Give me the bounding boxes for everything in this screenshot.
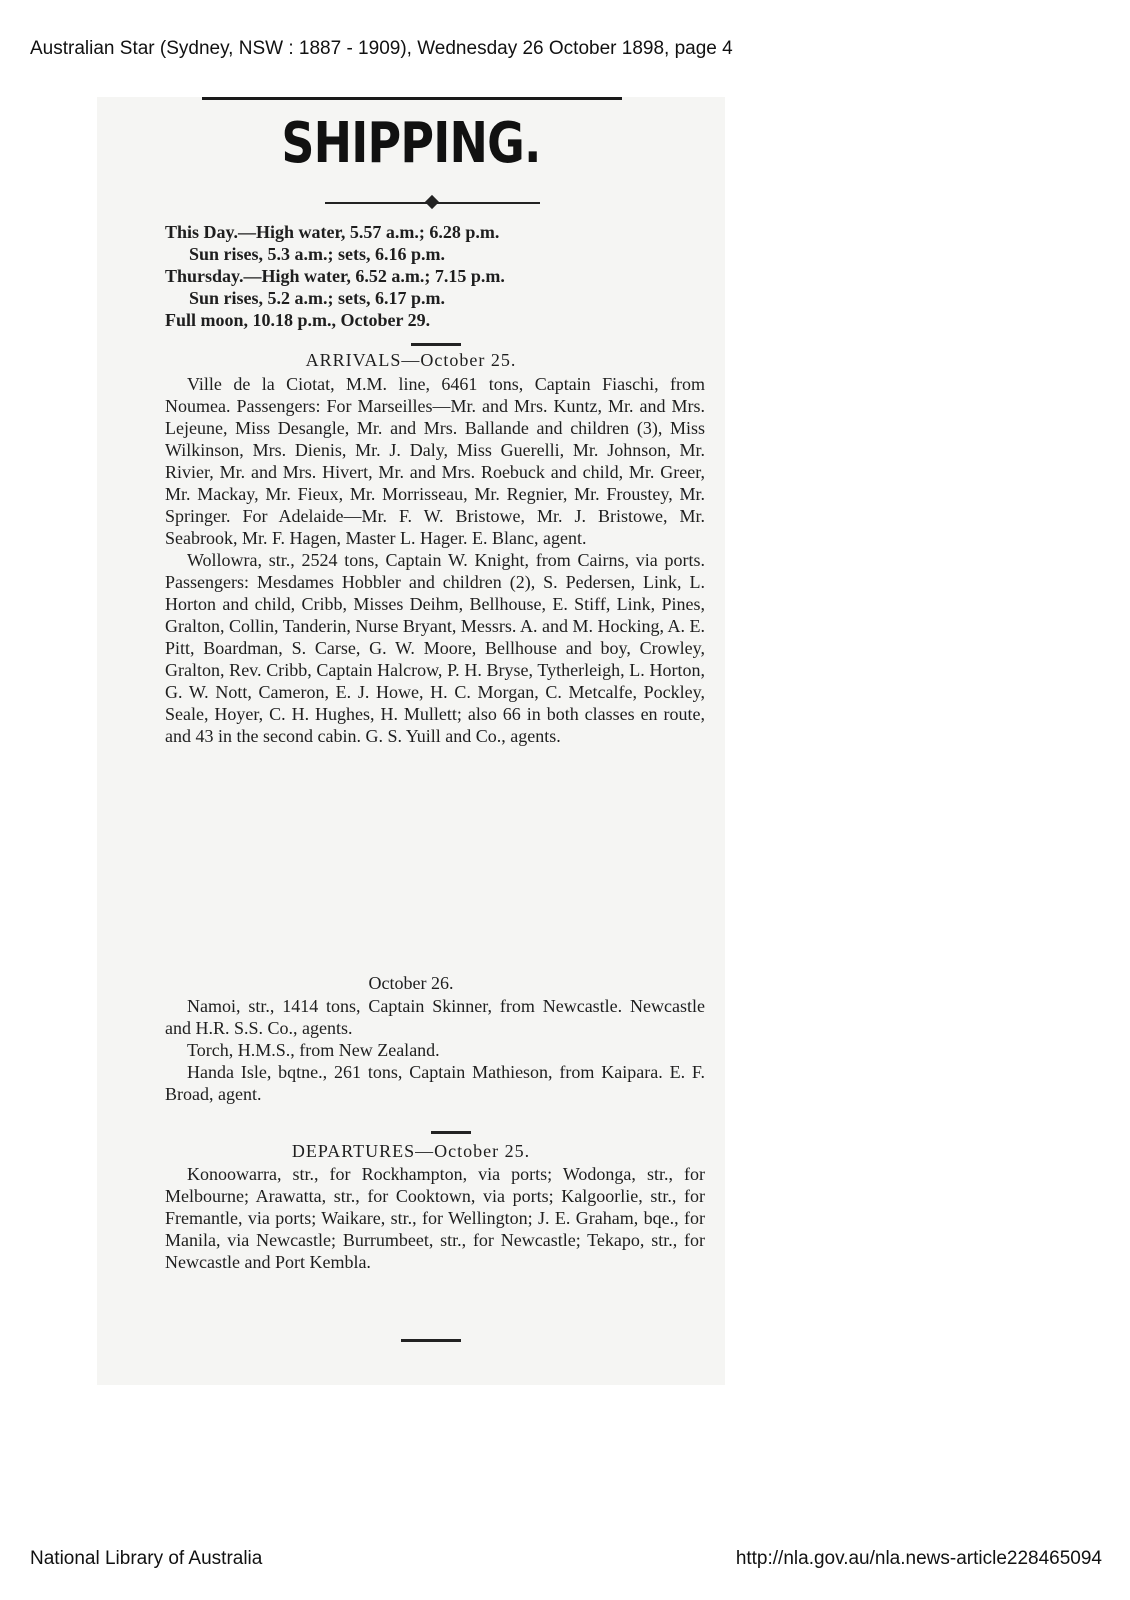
section-rule	[411, 343, 461, 346]
arrivals-subheading: October 26.	[368, 973, 454, 993]
arrival-entry: Wollowra, str., 2524 tons, Captain W. Knight, from Cairns, via ports. Passengers: Mesdames Hobbler and children (2), S. Pedersen, Link, L. Horton and child, Cribb, Misses Deihm, Bellhouse, E. Stiff, Link, Pines, Gralton, Collin, Tanderin, Nurse Bryant, Messrs. A. and M. Hocking, A. E. Pitt, Boardman, S. Carse, G. W. Moore, Bellhouse and boy, Crowley, Gralton, Rev. Cribb, Captain Halcrow, P. H. Bryse, Tytherleigh, L. Horton, G. W. Nott, Cameron, E. J. Howe, H. C. Morgan, C. Metcalfe, Pockley, Seale, Hoyer, C. H. Hughes, H. Mullett; also 66 in both classes en route, and 43 in the second cabin. G. S. Yuill and Co., agents.	[165, 550, 705, 746]
divider-diamond-ornament	[425, 195, 439, 209]
arrival-entry: Ville de la Ciotat, M.M. line, 6461 tons, Captain Fiaschi, from Noumea. Passengers: For Marseilles—Mr. and Mrs. Kuntz, Mr. and Mrs. Lejeune, Miss Desangle, Mr. and Mrs. Ballande and children (3), Miss Wilkinson, Mrs. Dienis, Mr. J. Daly, Miss Guerelli, Mr. Johnson, Mr. Rivier, Mr. and Mrs. Hivert, Mr. and Mrs. Roebuck and child, Mr. Greer, Mr. Mackay, Mr. Fieux, Mr. Morrisseau, Mr. Regnier, Mr. Froustey, Mr. Springer. For Adelaide—Mr. F. W. Bristowe, Mr. J. Bristowe, Mr. Seabrook, Mr. F. Hagen, Master L. Hager. E. Blanc, agent.	[165, 374, 705, 548]
arrival-entry: Handa Isle, bqtne., 261 tons, Captain Mathieson, from Kaipara. E. F. Broad, agent.	[165, 1062, 705, 1104]
article-url[interactable]: http://nla.gov.au/nla.news-article228465094	[735, 1548, 1102, 1569]
almanac-line: Full moon, 10.18 p.m., October 29.	[165, 310, 431, 330]
almanac-line: Sun rises, 5.2 a.m.; sets, 6.17 p.m.	[189, 288, 446, 308]
departures-heading: DEPARTURES—October 25.	[291, 1141, 531, 1161]
arrival-entry: Namoi, str., 1414 tons, Captain Skinner, from Newcastle. Newcastle and H.R. S.S. Co., agents.	[165, 996, 705, 1038]
departure-entry: Konoowarra, str., for Rockhampton, via ports; Wodonga, str., for Melbourne; Arawatta, str., for Cooktown, via ports; Kalgoorlie, str., for Fremantle, via ports; Waikare, str., for Wellington; J. E. Graham, bqe., for Manila, via Newcastle; Burrumbeet, str., for Newcastle; Tekapo, str., for Newcastle and Port Kembla.	[165, 1164, 705, 1272]
article-title: SHIPPING.	[281, 111, 541, 176]
end-rule	[401, 1339, 461, 1342]
arrivals-heading: ARRIVALS—October 25.	[305, 350, 517, 370]
library-name: National Library of Australia	[30, 1548, 263, 1569]
top-rule	[202, 97, 622, 100]
almanac-line: This Day.—High water, 5.57 a.m.; 6.28 p.m.	[165, 222, 500, 242]
newspaper-clipping	[97, 97, 725, 1385]
arrivals-oct25-block	[165, 373, 705, 747]
departures-block	[165, 1163, 705, 1273]
almanac-line: Thursday.—High water, 6.52 a.m.; 7.15 p.m.	[165, 266, 505, 286]
arrival-entry: Torch, H.M.S., from New Zealand.	[187, 1040, 440, 1060]
almanac-line: Sun rises, 5.3 a.m.; sets, 6.16 p.m.	[189, 244, 446, 264]
citation-header: Australian Star (Sydney, NSW : 1887 - 1909), Wednesday 26 October 1898, page 4	[30, 38, 733, 59]
arrivals-oct26-block	[165, 995, 705, 1105]
section-rule	[431, 1131, 471, 1134]
almanac-block	[165, 221, 705, 331]
